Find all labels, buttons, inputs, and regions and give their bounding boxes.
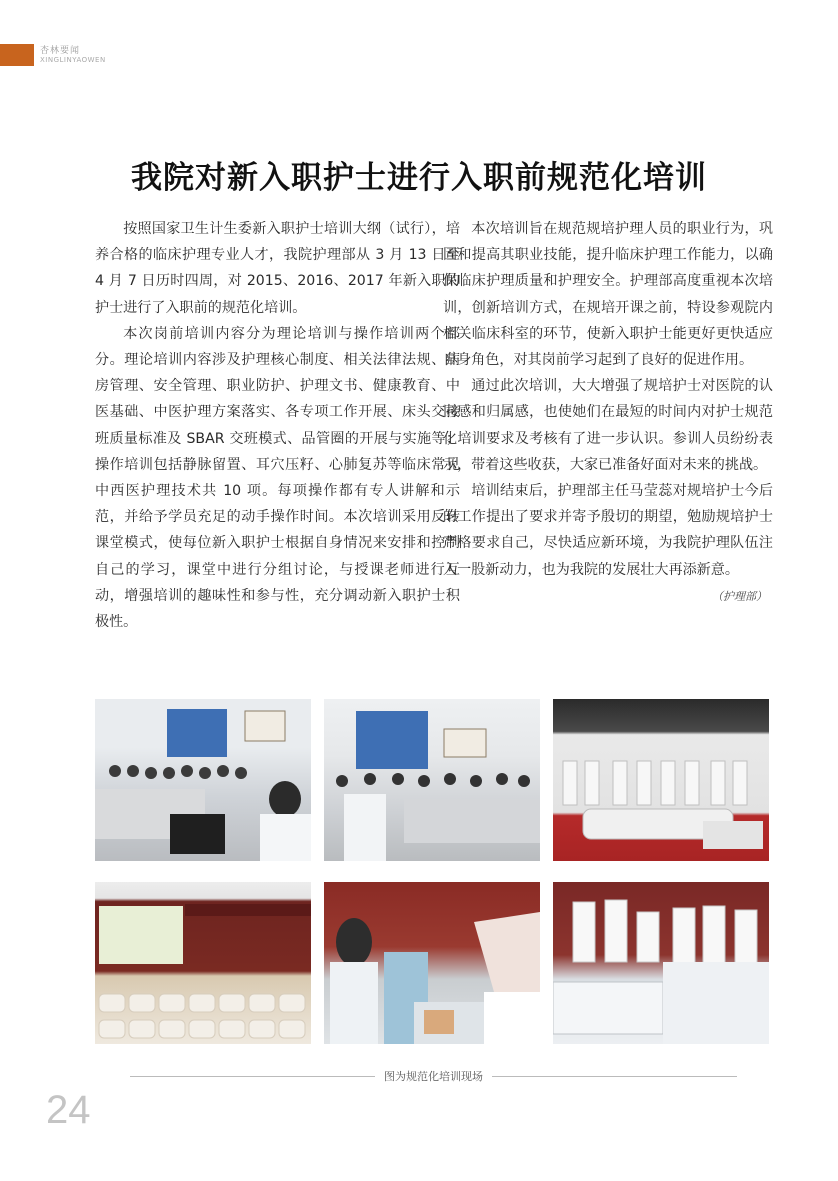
training-photo-demonstration bbox=[553, 699, 769, 861]
classroom-illustration bbox=[95, 699, 311, 861]
classroom-illustration bbox=[324, 699, 540, 861]
training-photo-bedside bbox=[553, 882, 769, 1044]
paragraph: 本次岗前培训内容分为理论培训与操作培训两个部分。理论培训内容涉及护理核心制度、相关法律法规、病房管理、安全管理、职业防护、护理文书、健康教育、中医基础、中医护理方案落实、各专项工作开展、床头交接班质量标准及 SBAR 交班模式、品管圈的开展与实施等；操作培训包括静脉留置、耳穴压籽、心肺复苏等临床常见中西医护理技术共 10 项。每项操作都有专人讲解和示范，并给予学员充足的动手操作时间。本次培训采用反转课堂模式，使每位新入职护士根据自身情况来安排和控制自己的学习，课堂中进行分组讨论，与授课老师进行互动，增强培训的趣味性和参与性，充分调动新入职护士积极性。 bbox=[95, 325, 460, 631]
training-photo-cpr-practice bbox=[324, 882, 540, 1044]
caption-rule-right bbox=[492, 1076, 737, 1077]
paragraph: 按照国家卫生计生委新入职护士培训大纲（试行），培养合格的临床护理专业人才，我院护理部从 3 月 13 日至 4 月 7 日历时四周，对 2015、2016、2017 年新入职的护士进行了入职前的规范化培训。 bbox=[95, 221, 460, 316]
section-title-pinyin: XINGLINYAOWEN bbox=[40, 56, 106, 64]
auditorium-illustration bbox=[95, 882, 311, 1044]
article-column-left bbox=[95, 216, 460, 635]
photo-caption: 图为规范化培训现场 bbox=[384, 1070, 483, 1083]
paragraph: 通过此次培训，大大增强了规培护士对医院的认同感和归属感，也使她们在最短的时间内对护士规范化培训要求及考核有了进一步认识。参训人员纷纷表示，带着这些收获，大家已准备好面对未来的挑战。 bbox=[443, 378, 773, 473]
paragraph: 培训结束后，护理部主任马莹蕊对规培护士今后的工作提出了要求并寄予殷切的期望，勉励规培护士严格要求自己，尽快适应新环境，为我院护理队伍注入一股新动力，也为我院的发展壮大再添新意。 bbox=[443, 483, 773, 578]
article-column-right bbox=[443, 216, 773, 607]
cpr-illustration bbox=[324, 882, 540, 1044]
ward-illustration bbox=[553, 699, 769, 861]
training-photo-classroom-2 bbox=[324, 699, 540, 861]
section-accent-bar bbox=[0, 44, 34, 66]
training-photo-auditorium bbox=[95, 882, 311, 1044]
section-title: 杏林要闻 bbox=[40, 46, 81, 56]
bedside-illustration bbox=[553, 882, 769, 1044]
page-number: 24 bbox=[46, 1088, 91, 1132]
article-signature: （护理部） bbox=[712, 589, 767, 603]
paragraph: 本次培训旨在规范规培护理人员的职业行为，巩固和提高其职业技能，提升临床护理工作能力，以确保临床护理质量和护理安全。护理部高度重视本次培训，创新培训方式，在规培开课之前，特设参观院内相关临床科室的环节，使新入职护士能更好更快适应自身角色，对其岗前学习起到了良好的促进作用。 bbox=[443, 221, 773, 369]
caption-rule-left bbox=[130, 1076, 375, 1077]
article-title: 我院对新入职护士进行入职前规范化培训 bbox=[131, 160, 707, 196]
training-photo-classroom-1 bbox=[95, 699, 311, 861]
